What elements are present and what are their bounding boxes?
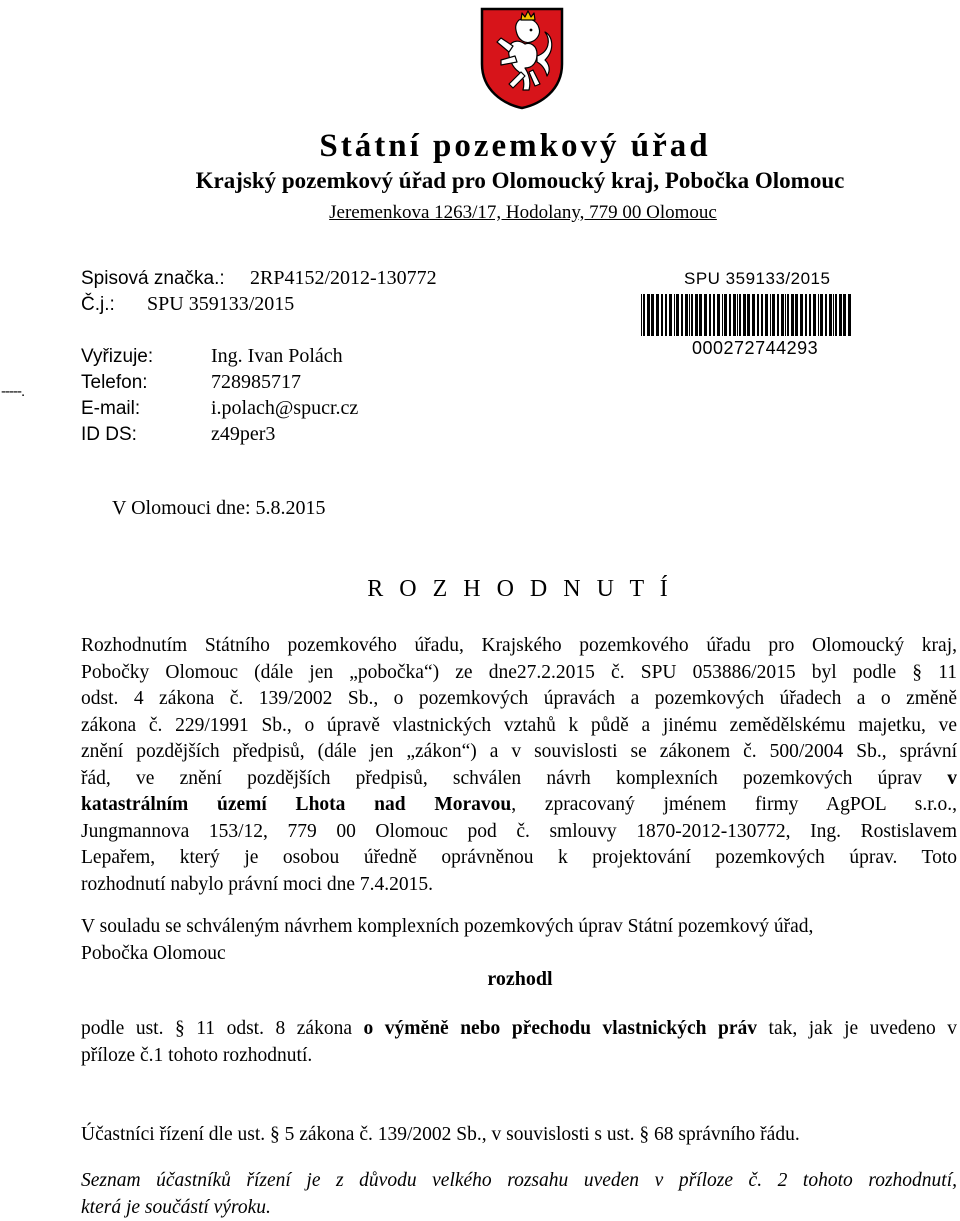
text-run: tak, jak je uvedeno v — [769, 1018, 958, 1039]
cadastral-area: katastrálním území Lhota nad Moravou — [81, 794, 511, 815]
decision-paragraph — [81, 633, 957, 898]
margin-mark: -----. — [1, 383, 24, 400]
phone-value: 728985717 — [211, 371, 301, 394]
text-run: , zpracovaný jménem firmy AgPOL s.r.o., — [511, 794, 957, 815]
bold-text: o výměně nebo přechodu vlastnických práv — [364, 1018, 757, 1039]
text-run: podle ust. § 11 odst. 8 zákona — [81, 1018, 352, 1039]
text-line: znění pozdějších předpisů, (dále jen „zákon“) a v souvislosti se zákonem č. 500/2004 Sb., správní — [81, 739, 957, 766]
file-mark-label: Spisová značka.: — [81, 268, 225, 290]
participants-footnote — [81, 1168, 957, 1221]
czech-coat-of-arms-icon — [479, 6, 565, 110]
reference-number-value: SPU 359133/2015 — [147, 293, 294, 316]
barcode-caption: SPU 359133/2015 — [684, 269, 830, 289]
text-line: odst. 4 zákona č. 139/2002 Sb., o pozemkových úpravách a pozemkových úřadech a o změně — [81, 686, 957, 713]
email-value: i.polach@spucr.cz — [211, 397, 358, 420]
text-line — [81, 766, 957, 793]
ruling-paragraph — [81, 1016, 957, 1069]
date-line: V Olomouci dne: 5.8.2015 — [112, 497, 326, 520]
handled-by-value: Ing. Ivan Polách — [211, 345, 343, 368]
text-line: Seznam účastníků řízení je z důvodu velkého rozsahu uveden v příloze č. 2 tohoto rozhodnutí, — [81, 1168, 957, 1195]
databox-id-value: z49per3 — [211, 423, 275, 446]
text-line: Pobočka Olomouc — [81, 941, 957, 968]
office-address: Jeremenkova 1263/17, Hodolany, 779 00 Olomouc — [0, 202, 960, 224]
text-line: V souladu se schváleným návrhem komplexních pozemkových úprav Státní pozemkový úřad, — [81, 914, 957, 941]
office-subtitle: Krajský pozemkový úřad pro Olomoucký kraj, Pobočka Olomouc — [0, 168, 960, 194]
bold-text: v — [947, 768, 957, 789]
text-line: Účastníci řízení dle ust. § 5 zákona č. 139/2002 Sb., v souvislosti s ust. § 68 správního řádu. — [81, 1122, 957, 1149]
text-line: rozhodnutí nabylo právní moci dne 7.4.2015. — [81, 872, 957, 899]
file-mark-value: 2RP4152/2012-130772 — [250, 267, 437, 290]
reference-number-label: Č.j.: — [81, 294, 115, 316]
barcode-number: 000272744293 — [692, 338, 818, 359]
text-line: příloze č.1 tohoto rozhodnutí. — [81, 1043, 957, 1070]
decided-heading: rozhodl — [0, 968, 960, 991]
text-line: zákona č. 229/1991 Sb., o úpravě vlastnických vztahů k půdě a jinému zemědělskému majetku, ve — [81, 713, 957, 740]
office-title: Státní pozemkový úřad — [0, 128, 960, 165]
text-run: řád, ve znění pozdějších předpisů, schválen návrh komplexních pozemkových úprav — [81, 768, 922, 789]
text-line: Jungmannova 153/12, 779 00 Olomouc pod č. smlouvy 1870-2012-130772, Ing. Rostislavem — [81, 819, 957, 846]
text-line: Rozhodnutím Státního pozemkového úřadu, Krajského pozemkového úřadu pro Olomoucký kraj, — [81, 633, 957, 660]
email-label: E-mail: — [81, 398, 140, 420]
phone-label: Telefon: — [81, 372, 148, 394]
decision-heading: R O Z H O D N U T Í — [0, 576, 960, 603]
text-line: která je součástí výroku. — [81, 1195, 957, 1221]
participants-paragraph — [81, 1122, 957, 1149]
text-line — [81, 792, 957, 819]
handled-by-label: Vyřizuje: — [81, 346, 153, 368]
authority-paragraph — [81, 914, 957, 967]
barcode-icon — [641, 294, 855, 336]
text-line: Pobočky Olomouc (dále jen „pobočka“) ze dne27.2.2015 č. SPU 053886/2015 byl podle § 11 — [81, 660, 957, 687]
text-line — [81, 1016, 957, 1043]
databox-id-label: ID DS: — [81, 424, 137, 446]
text-line: Lepařem, který je osobou úředně oprávněnou k projektování pozemkových úprav. Toto — [81, 845, 957, 872]
